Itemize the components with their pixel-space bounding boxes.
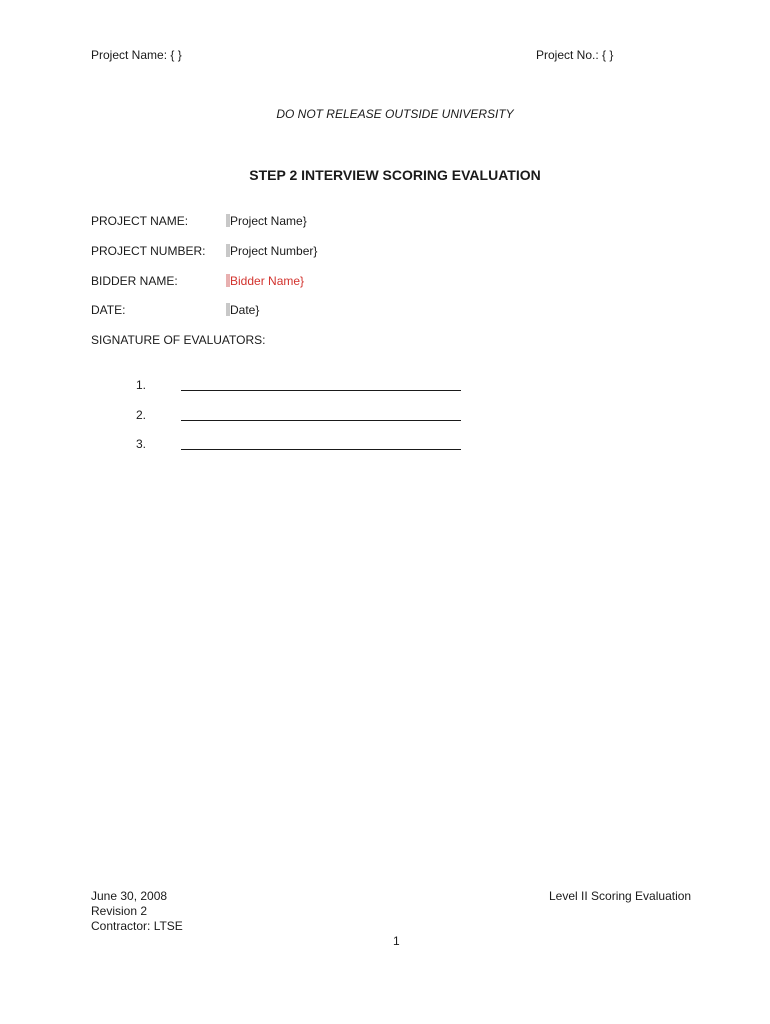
footer-date: June 30, 2008 bbox=[91, 889, 168, 903]
project-number-value[interactable] bbox=[226, 244, 317, 258]
page-number: 1 bbox=[393, 934, 400, 948]
project-name-value[interactable] bbox=[226, 214, 307, 228]
project-number-label: PROJECT NUMBER: bbox=[91, 244, 206, 258]
bidder-name-label: BIDDER NAME: bbox=[91, 274, 178, 288]
signature-number: 2. bbox=[136, 408, 147, 422]
bidder-name-value[interactable] bbox=[226, 274, 304, 288]
header-project-number: Project No.: { } bbox=[536, 48, 614, 62]
signature-number: 3. bbox=[136, 437, 147, 451]
footer-info bbox=[91, 889, 183, 934]
project-name-text: Project Name} bbox=[230, 214, 307, 228]
signature-line[interactable] bbox=[181, 390, 461, 391]
signature-line[interactable] bbox=[181, 449, 461, 450]
project-name-label: PROJECT NAME: bbox=[91, 214, 189, 228]
footer-document-name: Level II Scoring Evaluation bbox=[549, 889, 692, 903]
signature-line[interactable] bbox=[181, 420, 461, 421]
date-label: DATE: bbox=[91, 303, 126, 317]
date-value[interactable] bbox=[226, 303, 259, 317]
bidder-name-text: Bidder Name} bbox=[230, 274, 305, 288]
distribution-notice: DO NOT RELEASE OUTSIDE UNIVERSITY bbox=[276, 107, 514, 121]
header-project-name: Project Name: { } bbox=[91, 48, 182, 62]
page-title: STEP 2 INTERVIEW SCORING EVALUATION bbox=[249, 167, 541, 183]
project-number-text: Project Number} bbox=[230, 244, 318, 258]
footer-revision: Revision 2 bbox=[91, 904, 148, 918]
footer-contractor: Contractor: LTSE bbox=[91, 919, 183, 933]
signature-label: SIGNATURE OF EVALUATORS: bbox=[91, 333, 266, 347]
date-text: Date} bbox=[230, 303, 260, 317]
signature-number: 1. bbox=[136, 378, 147, 392]
